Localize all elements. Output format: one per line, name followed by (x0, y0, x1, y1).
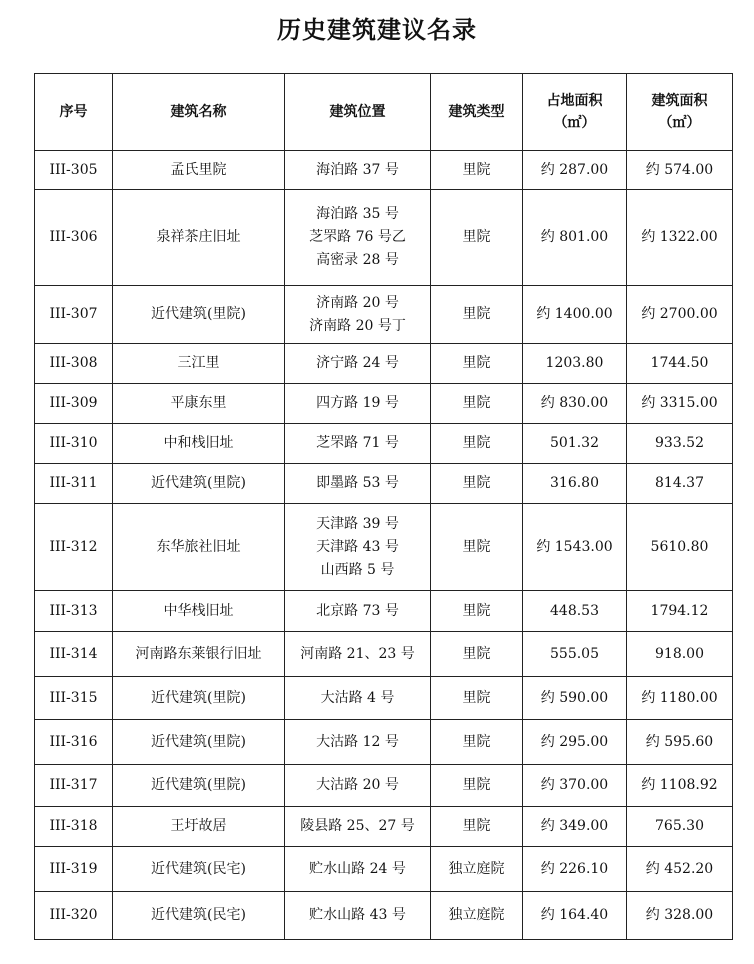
table-row (35, 384, 733, 424)
header-floor-area (627, 74, 733, 151)
cell-floor-area: 5610.80 (627, 504, 733, 591)
cell-type: 里院 (431, 504, 523, 591)
location-line: 即墨路 53 号 (316, 475, 399, 491)
table-row (35, 892, 733, 940)
cell-land-area: 约 590.00 (523, 677, 627, 720)
location-line: 北京路 73 号 (316, 602, 399, 619)
cell-floor-area: 约 574.00 (627, 151, 733, 190)
cell-no: III-307 (35, 286, 113, 344)
cell-name: 近代建筑(里院) (113, 720, 285, 765)
cell-type: 里院 (431, 190, 523, 286)
cell-type: 里院 (431, 677, 523, 720)
table-header-row (35, 74, 733, 151)
cell-floor-area: 约 1322.00 (627, 190, 733, 286)
cell-type: 里院 (431, 765, 523, 807)
cell-floor-area: 约 3315.00 (627, 384, 733, 424)
location-line: 济南路 20 号 (316, 294, 399, 311)
header-floor-area-label: 建筑面积 (651, 93, 708, 109)
table-row (35, 464, 733, 504)
cell-no: III-308 (35, 344, 113, 384)
table-row (35, 765, 733, 807)
cell-name: 近代建筑(里院) (113, 464, 285, 504)
cell-no: III-319 (35, 847, 113, 892)
header-location: 建筑位置 (285, 74, 431, 151)
cell-type: 里院 (431, 807, 523, 847)
cell-no: III-309 (35, 384, 113, 424)
cell-name: 三江里 (113, 344, 285, 384)
cell-name: 近代建筑(里院) (113, 286, 285, 344)
cell-type: 里院 (431, 632, 523, 677)
cell-land-area: 约 226.10 (523, 847, 627, 892)
cell-floor-area: 约 328.00 (627, 892, 733, 940)
table-row (35, 286, 733, 344)
cell-type: 里院 (431, 464, 523, 504)
location-line: 海泊路 35 号 (316, 206, 399, 222)
cell-floor-area: 约 1180.00 (627, 677, 733, 720)
location-line: 大沽路 20 号 (316, 777, 399, 793)
cell-location (285, 384, 431, 424)
cell-location (285, 190, 431, 286)
cell-type: 独立庭院 (431, 892, 523, 940)
cell-floor-area: 约 2700.00 (627, 286, 733, 344)
cell-no: III-311 (35, 464, 113, 504)
cell-type: 里院 (431, 384, 523, 424)
cell-name: 中华栈旧址 (113, 591, 285, 632)
cell-name: 孟氏里院 (113, 151, 285, 190)
location-line: 贮水山路 43 号 (309, 907, 406, 923)
cell-floor-area: 765.30 (627, 807, 733, 847)
cell-location (285, 151, 431, 190)
cell-location (285, 591, 431, 632)
table-row (35, 190, 733, 286)
cell-floor-area: 933.52 (627, 424, 733, 464)
cell-location (285, 892, 431, 940)
header-no: 序号 (35, 74, 113, 151)
cell-location (285, 286, 431, 344)
cell-floor-area: 918.00 (627, 632, 733, 677)
cell-land-area: 约 370.00 (523, 765, 627, 807)
cell-no: III-318 (35, 807, 113, 847)
table-row (35, 151, 733, 190)
cell-type: 里院 (431, 151, 523, 190)
cell-land-area: 约 295.00 (523, 720, 627, 765)
cell-name: 东华旅社旧址 (113, 504, 285, 591)
cell-land-area: 约 287.00 (523, 151, 627, 190)
cell-name: 平康东里 (113, 384, 285, 424)
cell-floor-area: 约 595.60 (627, 720, 733, 765)
cell-no: III-312 (35, 504, 113, 591)
cell-land-area: 约 164.40 (523, 892, 627, 940)
table-row (35, 424, 733, 464)
cell-type: 里院 (431, 286, 523, 344)
header-land-area-label: 占地面积 (546, 93, 603, 109)
cell-name: 近代建筑(里院) (113, 765, 285, 807)
cell-type: 独立庭院 (431, 847, 523, 892)
header-floor-area-unit: （㎡） (658, 115, 701, 131)
cell-location (285, 847, 431, 892)
cell-no: III-317 (35, 765, 113, 807)
header-name: 建筑名称 (113, 74, 285, 151)
location-line: 高密录 28 号 (316, 252, 399, 268)
cell-name: 近代建筑(民宅) (113, 892, 285, 940)
location-line: 四方路 19 号 (316, 395, 399, 411)
cell-land-area: 501.32 (523, 424, 627, 464)
table-row (35, 344, 733, 384)
table-row (35, 677, 733, 720)
cell-land-area: 约 349.00 (523, 807, 627, 847)
location-line: 济南路 20 号丁 (309, 317, 406, 334)
page-title: 历史建筑建议名录 (277, 16, 477, 44)
cell-no: III-310 (35, 424, 113, 464)
location-line: 芝罘路 76 号乙 (309, 229, 406, 245)
building-registry-table (34, 73, 733, 940)
header-type: 建筑类型 (431, 74, 523, 151)
cell-no: III-314 (35, 632, 113, 677)
cell-no: III-305 (35, 151, 113, 190)
cell-land-area: 316.80 (523, 464, 627, 504)
cell-type: 里院 (431, 424, 523, 464)
cell-no: III-306 (35, 190, 113, 286)
cell-location (285, 765, 431, 807)
cell-location (285, 632, 431, 677)
location-line: 贮水山路 24 号 (309, 860, 406, 877)
table-row (35, 720, 733, 765)
location-line: 大沽路 4 号 (320, 689, 395, 706)
cell-land-area: 1203.80 (523, 344, 627, 384)
cell-land-area: 约 801.00 (523, 190, 627, 286)
cell-location (285, 424, 431, 464)
location-line: 山西路 5 号 (320, 561, 395, 578)
location-line: 济宁路 24 号 (316, 355, 399, 371)
cell-no: III-313 (35, 591, 113, 632)
cell-type: 里院 (431, 344, 523, 384)
location-line: 天津路 39 号 (316, 515, 399, 532)
cell-type: 里院 (431, 720, 523, 765)
cell-name: 河南路东莱银行旧址 (113, 632, 285, 677)
location-line: 海泊路 37 号 (316, 161, 399, 178)
cell-location (285, 677, 431, 720)
table-row (35, 591, 733, 632)
cell-no: III-320 (35, 892, 113, 940)
cell-land-area: 约 830.00 (523, 384, 627, 424)
cell-land-area: 约 1400.00 (523, 286, 627, 344)
table-row (35, 504, 733, 591)
cell-name: 王圩故居 (113, 807, 285, 847)
location-line: 大沽路 12 号 (316, 733, 399, 750)
cell-land-area: 555.05 (523, 632, 627, 677)
cell-type: 里院 (431, 591, 523, 632)
header-land-area-unit: （㎡） (553, 115, 596, 131)
cell-location (285, 720, 431, 765)
cell-floor-area: 约 452.20 (627, 847, 733, 892)
header-land-area (523, 74, 627, 151)
table-row (35, 632, 733, 677)
cell-location (285, 464, 431, 504)
cell-land-area: 448.53 (523, 591, 627, 632)
cell-floor-area: 1744.50 (627, 344, 733, 384)
location-line: 芝罘路 71 号 (316, 435, 399, 451)
cell-land-area: 约 1543.00 (523, 504, 627, 591)
location-line: 天津路 43 号 (316, 538, 399, 555)
cell-floor-area: 1794.12 (627, 591, 733, 632)
cell-floor-area: 约 1108.92 (627, 765, 733, 807)
cell-no: III-316 (35, 720, 113, 765)
table-row (35, 807, 733, 847)
cell-name: 泉祥茶庄旧址 (113, 190, 285, 286)
location-line: 河南路 21、23 号 (300, 645, 415, 662)
table-body (35, 151, 733, 940)
cell-floor-area: 814.37 (627, 464, 733, 504)
cell-no: III-315 (35, 677, 113, 720)
cell-name: 近代建筑(里院) (113, 677, 285, 720)
cell-name: 中和栈旧址 (113, 424, 285, 464)
location-line: 陵县路 25、27 号 (300, 818, 415, 834)
cell-name: 近代建筑(民宅) (113, 847, 285, 892)
cell-location (285, 504, 431, 591)
table-row (35, 847, 733, 892)
cell-location (285, 807, 431, 847)
cell-location (285, 344, 431, 384)
